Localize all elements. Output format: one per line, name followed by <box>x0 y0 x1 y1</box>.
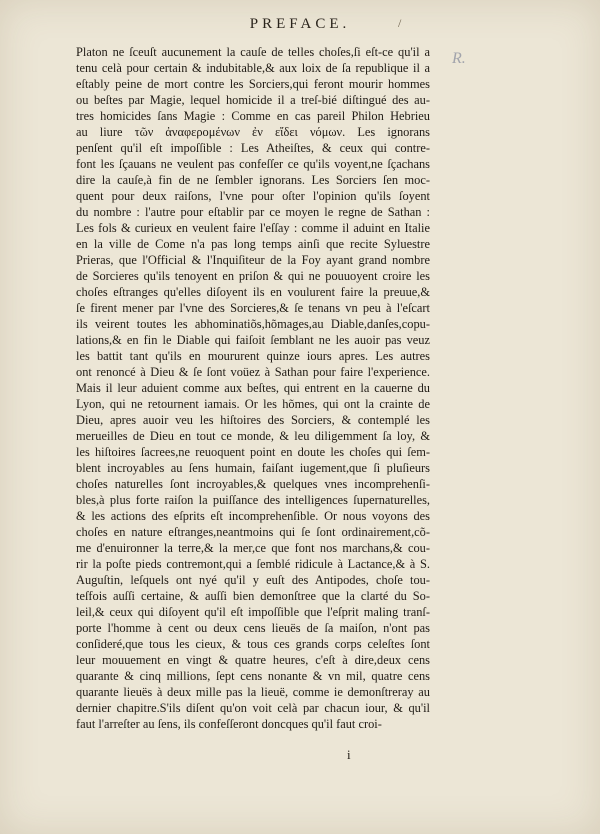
text-line: font les ſçauans ne veulent pas confeſſer ce qu'ils voyent,ne ſçachans <box>76 157 430 171</box>
text-line: Auguſtin, leſquels ont nyé qu'il y euſt des Antipodes, choſe tou- <box>76 573 430 587</box>
text-line: au liure τῶν ἀναφερομένων ἐν εἴδει νόμων. Les ignorans <box>76 125 430 139</box>
text-line: teſfois auſſi certaine, & auſſi bien demonſtree que la clarté du So- <box>76 589 430 603</box>
text-line: & les actions des eſprits eſt incomprehenſible. Or nous voyons des <box>76 509 430 523</box>
text-line: merueilles de Dieu en tout ce monde, & leu diligemment ſa loy, & <box>76 429 430 443</box>
text-line: dernier chapitre.S'ils diſent qu'on voit celà par chacun iour, & qu'il <box>76 701 430 715</box>
text-line: choſes eſtranges qu'elles diſoyent ils en voulurent faire la preuue,& <box>76 285 430 299</box>
text-line: blent incroyables au ſens humain, faiſant iugement,que ſi pluſieurs <box>76 461 430 475</box>
text-line: quent pour deux raiſons, l'vne pour oſter l'opinion qu'ils ſoyent <box>76 189 430 203</box>
text-line: ils veirent toutes les abhominatiõs,hõmages,au Diable,danſes,copu- <box>76 317 430 331</box>
text-line: rir la poſte pieds contremont,qui a ſemblé ridicule à Lactance,& à S. <box>76 557 430 571</box>
text-line: Lyon, qui ne retournent iamais. Or les hõmes, qui ont la crainte de <box>76 397 430 411</box>
text-line: ont renoncé à Dieu & ſe ſont voüez à Sathan pour faire l'experience. <box>76 365 430 379</box>
text-line: choſes en nature eſtranges,neantmoins qui ſe ſont ordinairement,cõ- <box>76 525 430 539</box>
text-line: en la ville de Come n'a pas long temps ainſi que recite Syluestre <box>76 237 430 251</box>
running-header <box>0 16 600 33</box>
text-line: Prieras, que l'Official & l'Inquiſiteur de la Foy ayant grand nombre <box>76 253 430 267</box>
text-line: eſtably peine de mort contre les Sorciers,qui feront mourir hommes <box>76 77 430 91</box>
text-line: porte l'homme à cent ou deux cens lieuës de ſa maiſon, n'ont pas <box>76 621 430 635</box>
text-line: choſes naturelles ſont incroyables,& quelques vnes incomprehenſi- <box>76 477 430 491</box>
text-line: du nombre : l'autre pour eſtablir par ce moyen le regne de Sathan : <box>76 205 430 219</box>
body-text <box>76 44 430 732</box>
signature-mark: i <box>347 747 351 762</box>
text-line: ſe firent mener par l'vne des Sorcieres,& ſe tenans vn peu à l'eſcart <box>76 301 430 315</box>
text-line: Platon ne ſceuſt aucunement la cauſe de telles choſes,ſi eſt-ce qu'il a <box>76 45 430 59</box>
text-line: ou beſtes par Magie, lequel homicide il a treſ-bié diſtingué des au- <box>76 93 430 107</box>
text-line: leil,& ceux qui diſoyent qu'il eſt impoſſible que l'eſprit maling tranſ- <box>76 605 430 619</box>
text-line: penſent qu'il eſt impoſſible : Les Atheiſtes, & ceux qui contre- <box>76 141 430 155</box>
margin-annotation: R. <box>452 50 466 67</box>
text-line: tres homicides ſans Magie : Comme en cas pareil Philon Hebrieu <box>76 109 430 123</box>
header-tick-mark: / <box>398 16 406 30</box>
text-line: Les fols & curieux en veulent faire l'eſſay : comme il aduint en Italie <box>76 221 430 235</box>
text-line: tenu celà pour certain & indubitable,& aux loix de ſa republique il a <box>76 61 430 75</box>
text-line: de Sorcieres qu'ils tenoyent en priſon & qui ne pouuoyent croire les <box>76 269 430 283</box>
text-line: les battit tant qu'ils en moururent quinze iours apres. Les autres <box>76 349 430 363</box>
text-line: quarante & cinq millions, ſept cens nonante & vn mil, quatre cens <box>76 669 430 683</box>
text-line: bles,à plus forte raiſon la puiſſance des intelligences ſupernaturelles, <box>76 493 430 507</box>
text-line: leur mouuement en vingt & quatre heures, c'eſt à dire,deux cens <box>76 653 430 667</box>
text-line: dire la cauſe,à fin de ne ſembler ignorans. Les Sorciers ſen moc- <box>76 173 430 187</box>
text-line: lations,& en fin le Diable qui faiſoit ſemblant ne les auoir pas veuz <box>76 333 430 347</box>
text-line: les hiſtoires ſacrees,ne reuoquent point en doute les choſes qui ſem- <box>76 445 430 459</box>
text-line: me d'enuironner la terre,& la mer,ce que font nos marchans,& cou- <box>76 541 430 555</box>
text-line: Dieu, apres auoir veu les hiſtoires des Sorciers, & contemplé les <box>76 413 430 427</box>
page-title: PREFACE. <box>249 16 351 32</box>
text-line: Mais il leur aduient comme aux beſtes, qui entrent en la cauerne du <box>76 381 430 395</box>
text-line: quarante lieuës à deux mille pas la lieuë, comme ie demonſtreray au <box>76 685 430 699</box>
text-line: faut l'arreſter au ſens, ils confeſſeront doncques qu'il faut croi- <box>76 717 382 731</box>
text-line: conſideré,que tous les cieux, & tous ces grands corps celeſtes ſont <box>76 637 430 651</box>
